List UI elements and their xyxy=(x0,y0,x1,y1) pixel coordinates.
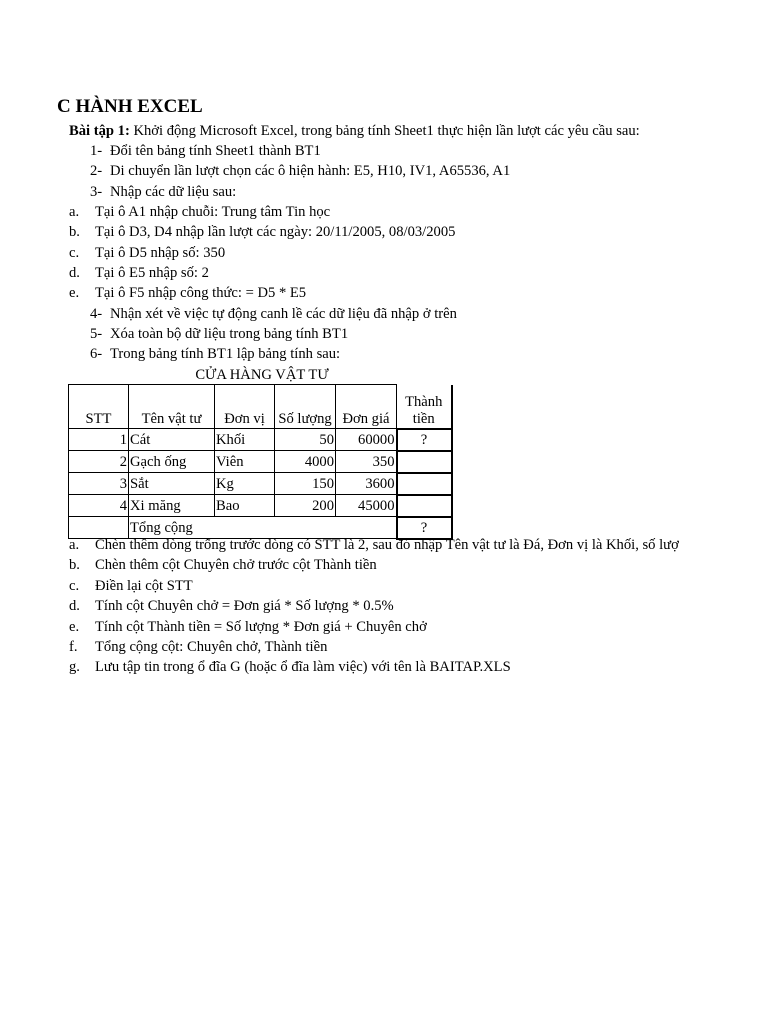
item-letter: a. xyxy=(69,537,80,553)
cell-price: 45000 xyxy=(336,495,397,517)
cell-unit: Bao xyxy=(215,495,275,517)
cell-qty: 4000 xyxy=(275,451,336,473)
cell-unit: Kg xyxy=(215,473,275,495)
cell-qty: 150 xyxy=(275,473,336,495)
cell-name: Xi măng xyxy=(129,495,215,517)
cell-price: 3600 xyxy=(336,473,397,495)
item-text: Tại ô F5 nhập công thức: = D5 * E5 xyxy=(95,285,307,301)
step-number: 4- xyxy=(90,306,103,322)
step-number: 3- xyxy=(90,184,103,200)
cell-stt: 4 xyxy=(69,495,129,517)
table-row xyxy=(69,429,452,451)
materials-table xyxy=(68,384,453,540)
cell-total xyxy=(397,495,452,517)
step-number: 5- xyxy=(90,326,103,342)
item-letter: f. xyxy=(69,639,78,655)
step-text: Di chuyển lần lượt chọn các ô hiện hành: E5, H10, IV1, A65536, A1 xyxy=(110,163,511,179)
item-text: Chèn thêm cột Chuyên chở trước cột Thành tiền xyxy=(95,557,377,573)
table-row xyxy=(69,451,452,473)
cell-total: ? xyxy=(397,429,452,451)
header-total-line1: Thành xyxy=(405,393,443,410)
table-header-row xyxy=(69,385,452,429)
item-letter: e. xyxy=(69,285,80,301)
item-text: Tổng cộng cột: Chuyên chở, Thành tiền xyxy=(95,639,328,655)
cell-stt: 2 xyxy=(69,451,129,473)
cell-name: Gạch ống xyxy=(129,451,215,473)
cell-qty: 50 xyxy=(275,429,336,451)
table-caption: CỬA HÀNG VẬT TƯ xyxy=(195,367,329,383)
header-qty: Số lượng xyxy=(275,385,336,429)
step-number: 1- xyxy=(90,143,103,159)
total-label: Tổng cộng xyxy=(129,517,397,539)
table-row xyxy=(69,473,452,495)
step-text: Đổi tên bảng tính Sheet1 thành BT1 xyxy=(110,143,321,159)
cell-total xyxy=(397,451,452,473)
cell-unit: Viên xyxy=(215,451,275,473)
exercise-text: Khởi động Microsoft Excel, trong bảng tính Sheet1 thực hiện lần lượt các yêu cầu sau: xyxy=(129,123,640,139)
cell-price: 60000 xyxy=(336,429,397,451)
step-text: Xóa toàn bộ dữ liệu trong bảng tính BT1 xyxy=(110,326,349,342)
item-text: Tại ô D3, D4 nhập lần lượt các ngày: 20/11/2005, 08/03/2005 xyxy=(95,224,456,240)
header-price: Đơn giá xyxy=(336,385,397,429)
page-title: C HÀNH EXCEL xyxy=(57,96,203,117)
item-letter: c. xyxy=(69,245,80,261)
item-text: Tại ô E5 nhập số: 2 xyxy=(95,265,209,281)
cell-stt: 1 xyxy=(69,429,129,451)
cell-unit: Khối xyxy=(215,429,275,451)
step-text: Nhận xét về việc tự động canh lề các dữ liệu đã nhập ở trên xyxy=(110,306,457,322)
item-letter: d. xyxy=(69,598,80,614)
item-text: Lưu tập tin trong ổ đĩa G (hoặc ổ đĩa làm việc) với tên là BAITAP.XLS xyxy=(95,659,511,675)
header-stt: STT xyxy=(69,385,129,429)
cell-price: 350 xyxy=(336,451,397,473)
step-number: 6- xyxy=(90,346,103,362)
item-text: Tại ô A1 nhập chuỗi: Trung tâm Tin học xyxy=(95,204,331,220)
item-letter: a. xyxy=(69,204,80,220)
cell-name: Cát xyxy=(129,429,215,451)
total-value: ? xyxy=(397,517,452,539)
header-total-line2: tiền xyxy=(412,410,435,427)
item-letter: c. xyxy=(69,578,80,594)
item-text: Điền lại cột STT xyxy=(95,578,193,594)
header-unit: Đơn vị xyxy=(215,385,275,429)
header-name: Tên vật tư xyxy=(129,385,215,429)
table-row xyxy=(69,495,452,517)
item-letter: g. xyxy=(69,659,80,675)
item-text: Chèn thêm dòng trống trước dòng có STT là 2, sau đó nhập Tên vật tư là Đá, Đơn vị là Khối, số lượ xyxy=(95,537,679,553)
item-letter: b. xyxy=(69,557,80,573)
item-text: Tính cột Chuyên chở = Đơn giá * Số lượng * 0.5% xyxy=(95,598,394,614)
step-text: Trong bảng tính BT1 lập bảng tính sau: xyxy=(110,346,341,362)
cell-qty: 200 xyxy=(275,495,336,517)
step-text: Nhập các dữ liệu sau: xyxy=(110,184,237,200)
cell-stt: 3 xyxy=(69,473,129,495)
cell-total xyxy=(397,473,452,495)
item-text: Tính cột Thành tiền = Số lượng * Đơn giá + Chuyên chở xyxy=(95,619,427,635)
step-number: 2- xyxy=(90,163,103,179)
cell-name: Sắt xyxy=(129,473,215,495)
exercise-heading xyxy=(69,121,640,142)
item-letter: d. xyxy=(69,265,80,281)
exercise-label: Bài tập 1: xyxy=(69,123,130,139)
header-total xyxy=(397,385,452,429)
item-letter: b. xyxy=(69,224,80,240)
item-text: Tại ô D5 nhập số: 350 xyxy=(95,245,226,261)
item-letter: e. xyxy=(69,619,80,635)
